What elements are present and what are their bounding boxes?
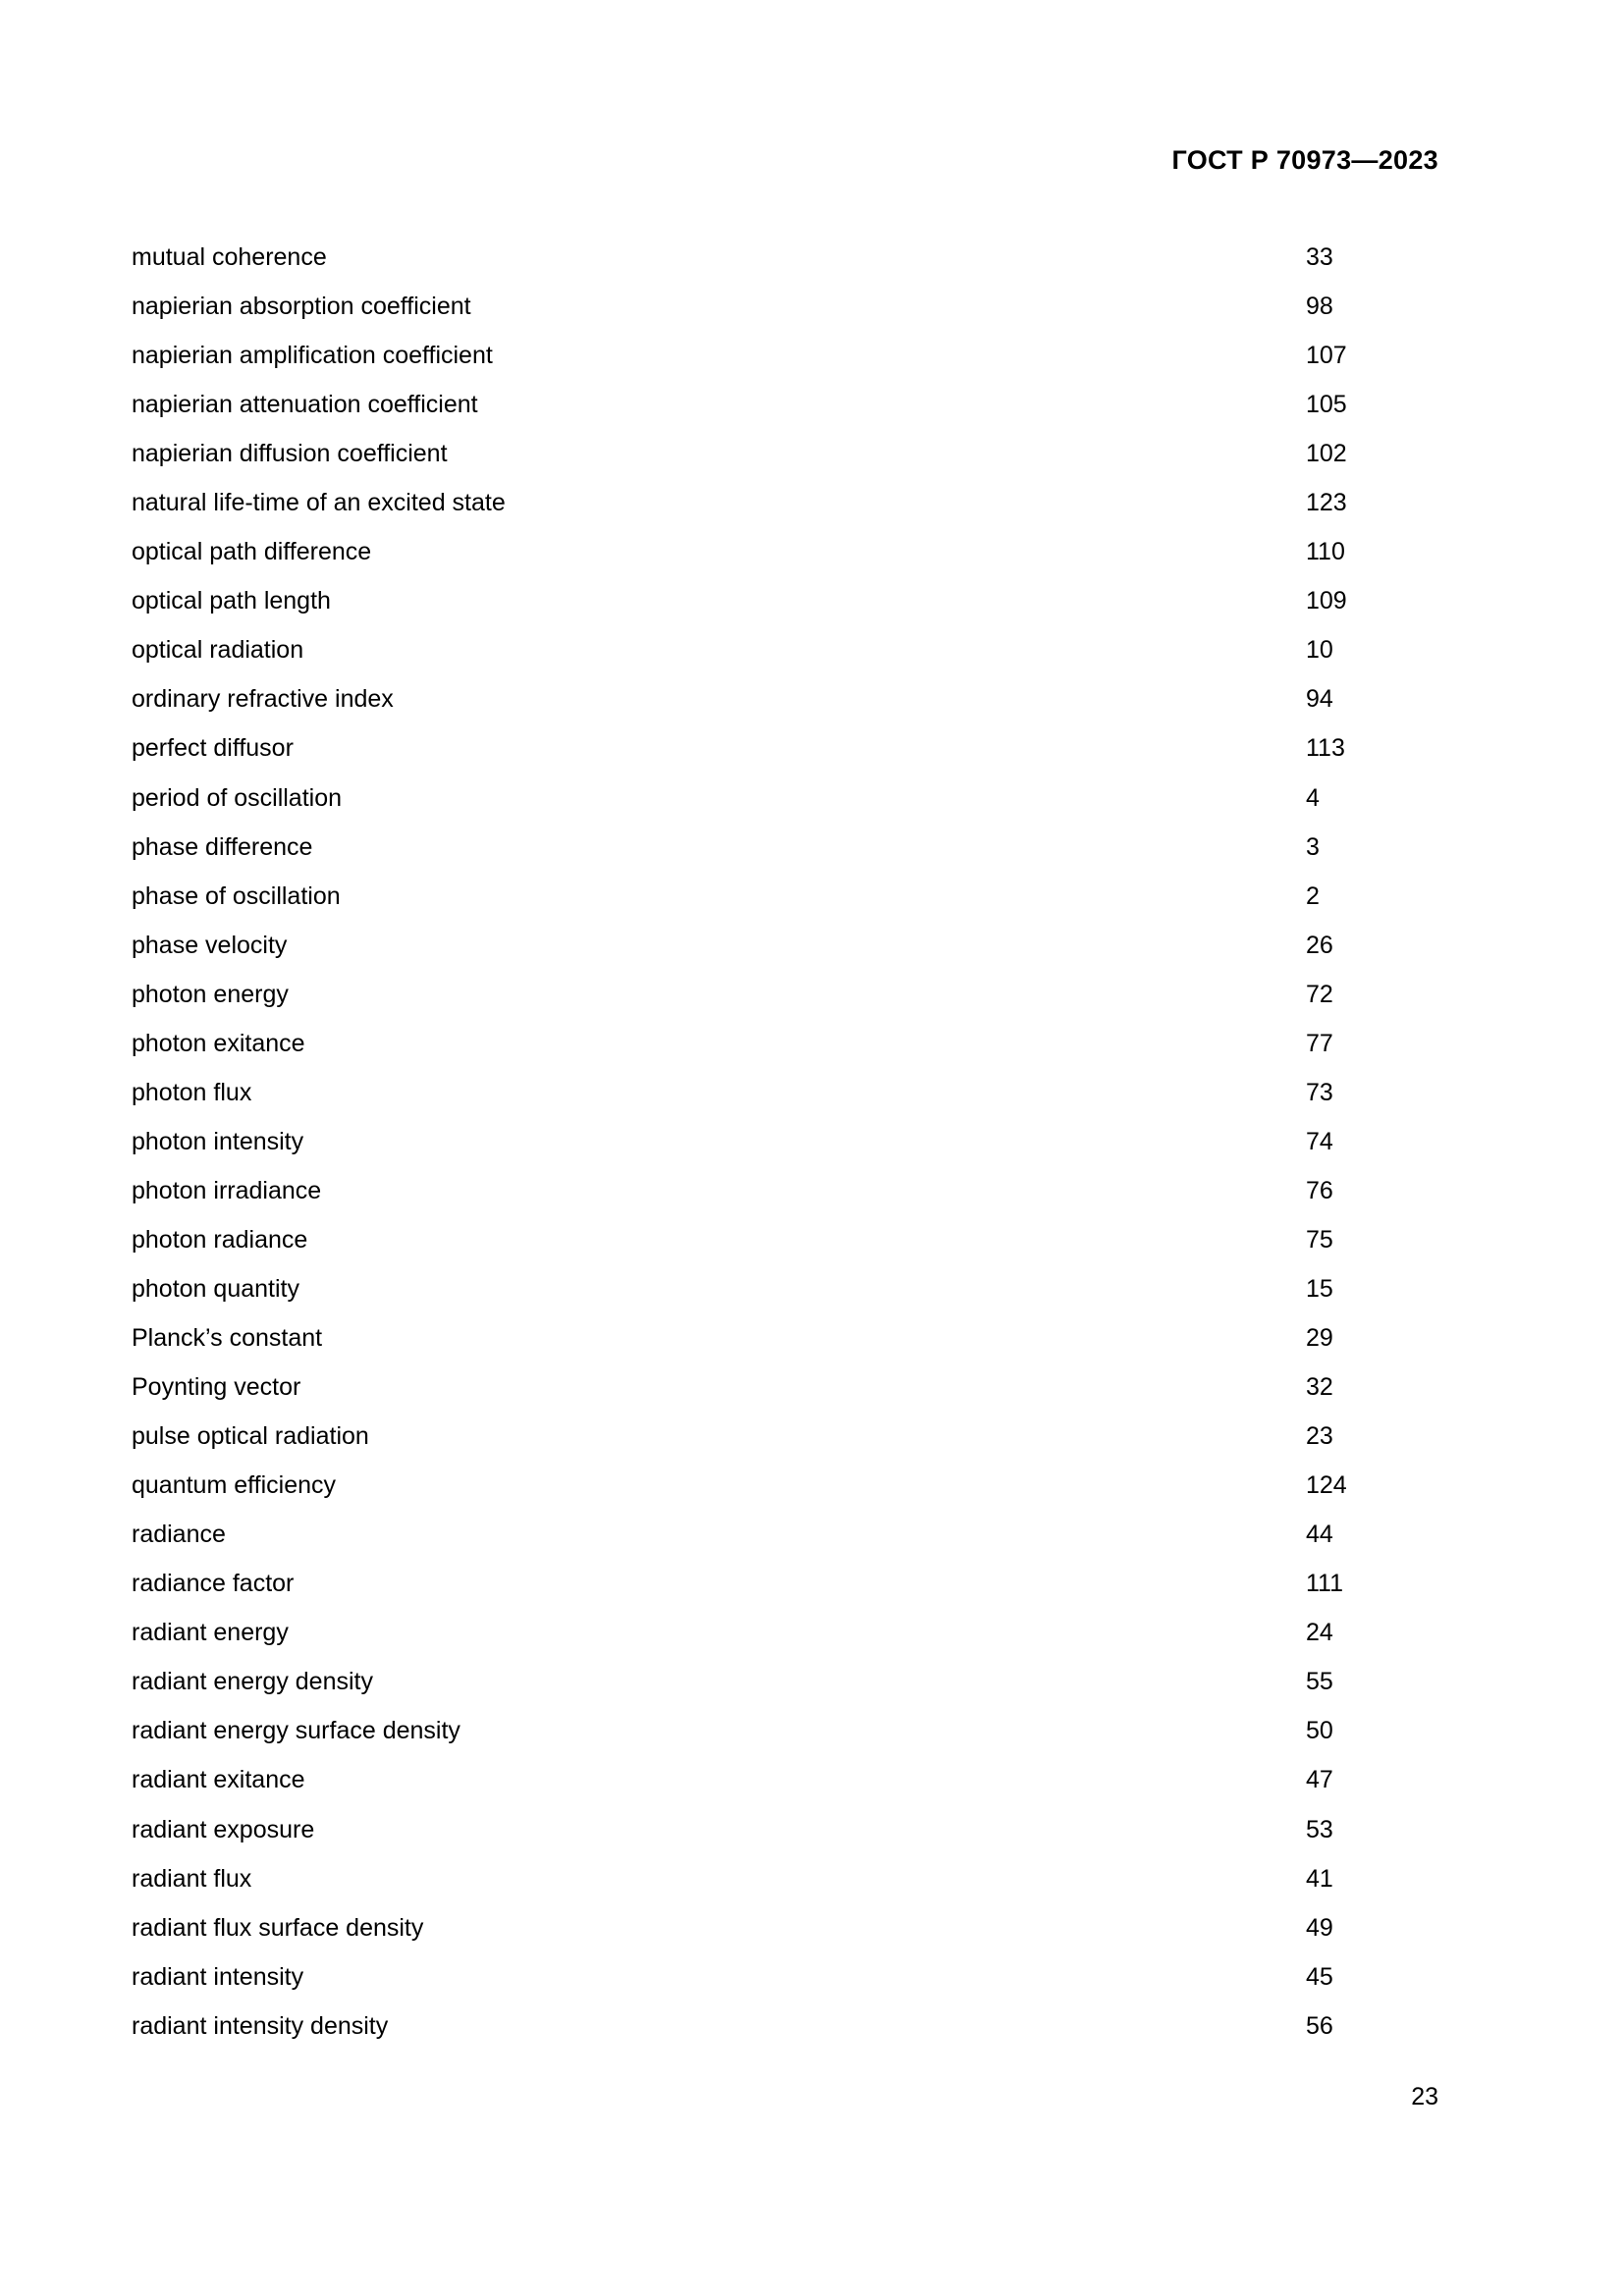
index-entry (132, 1313, 1349, 1362)
index-term: photon quantity (132, 1274, 299, 1303)
index-entry (132, 331, 1349, 380)
index-entry (132, 1903, 1349, 1952)
index-entry (132, 1068, 1349, 1117)
index-term-number: 26 (1306, 931, 1333, 959)
index-term: napierian attenuation coefficient (132, 391, 478, 419)
index-term: mutual coherence (132, 243, 327, 271)
index-term-number: 77 (1306, 1029, 1333, 1057)
index-entry (132, 1264, 1349, 1313)
index-entry (132, 872, 1349, 921)
index-term-number: 44 (1306, 1521, 1333, 1549)
index-term: photon irradiance (132, 1176, 322, 1204)
index-term: optical path length (132, 587, 331, 615)
index-term: photon exitance (132, 1029, 305, 1057)
index-term-number: 123 (1306, 489, 1347, 517)
index-term: radiant flux surface density (132, 1913, 424, 1942)
index-term: radiant exposure (132, 1815, 315, 1843)
index-entry (132, 527, 1349, 576)
index-entry (132, 1805, 1349, 1854)
index-entry (132, 1706, 1349, 1755)
index-term: Planck’s constant (132, 1324, 323, 1353)
index-term-number: 10 (1306, 636, 1333, 665)
index-term: perfect diffusor (132, 734, 294, 763)
index-entry (132, 282, 1349, 331)
index-term: phase velocity (132, 931, 288, 959)
index-term-number: 110 (1306, 538, 1345, 566)
index-entry (132, 674, 1349, 723)
index-term: phase difference (132, 832, 313, 861)
index-entry (132, 2002, 1349, 2051)
index-entry (132, 625, 1349, 674)
index-term-number: 105 (1306, 391, 1347, 419)
index-term: radiant energy surface density (132, 1717, 460, 1745)
index-term-number: 2 (1306, 881, 1320, 910)
index-term-number: 41 (1306, 1864, 1333, 1893)
index-entry (132, 921, 1349, 970)
index-entry (132, 1657, 1349, 1706)
index-term: period of oscillation (132, 783, 343, 812)
index-term: radiant energy (132, 1619, 289, 1647)
index-term-number: 94 (1306, 685, 1333, 714)
index-term-number: 75 (1306, 1225, 1333, 1254)
index-term: radiant energy density (132, 1668, 373, 1696)
index-term-number: 74 (1306, 1127, 1333, 1155)
index-entry (132, 823, 1349, 872)
index-entry (132, 1362, 1349, 1412)
index-term-number: 73 (1306, 1078, 1333, 1106)
index-entry (132, 970, 1349, 1019)
index-term: Poynting vector (132, 1373, 301, 1402)
index-term-number: 33 (1306, 243, 1333, 271)
index-term-number: 50 (1306, 1717, 1333, 1745)
index-entry (132, 1510, 1349, 1559)
index-term: quantum efficiency (132, 1471, 336, 1500)
index-entry (132, 429, 1349, 478)
index-term: natural life-time of an excited state (132, 489, 506, 517)
page-number: 23 (1411, 2083, 1438, 2110)
index-entry (132, 233, 1349, 282)
index-term-number: 23 (1306, 1422, 1333, 1451)
index-term-number: 3 (1306, 832, 1320, 861)
index-entry (132, 576, 1349, 625)
index-entry (132, 723, 1349, 773)
index-term-number: 32 (1306, 1373, 1333, 1402)
index-term-number: 109 (1306, 587, 1347, 615)
index-term: phase of oscillation (132, 881, 341, 910)
index-entry (132, 1608, 1349, 1657)
index-entry (132, 1412, 1349, 1461)
document-code-header: ГОСТ Р 70973—2023 (1171, 145, 1438, 175)
index-term-number: 76 (1306, 1176, 1333, 1204)
index-term-number: 15 (1306, 1274, 1333, 1303)
index-entry (132, 1755, 1349, 1804)
index-term: radiance factor (132, 1570, 295, 1598)
index-term-number: 98 (1306, 293, 1333, 321)
index-term: optical radiation (132, 636, 304, 665)
index-entry (132, 1854, 1349, 1903)
index-term: radiant exitance (132, 1766, 305, 1794)
index-term: photon intensity (132, 1127, 304, 1155)
index-entry (132, 774, 1349, 823)
index-term-number: 113 (1306, 734, 1345, 763)
index-term-number: 53 (1306, 1815, 1333, 1843)
index-term: photon radiance (132, 1225, 308, 1254)
index-term-number: 124 (1306, 1471, 1347, 1500)
index-term-number: 4 (1306, 783, 1320, 812)
index-term-number: 45 (1306, 1962, 1333, 1991)
index-term: napierian absorption coefficient (132, 293, 471, 321)
index-term: radiant intensity (132, 1962, 304, 1991)
index-term-number: 47 (1306, 1766, 1333, 1794)
index-term: ordinary refractive index (132, 685, 394, 714)
index-term-number: 72 (1306, 980, 1333, 1008)
index-entry (132, 1019, 1349, 1068)
index-term: napierian amplification coefficient (132, 342, 493, 370)
index-term: photon flux (132, 1078, 252, 1106)
index-term-number: 49 (1306, 1913, 1333, 1942)
index-entry (132, 1117, 1349, 1166)
index-entry (132, 478, 1349, 527)
index-entry (132, 1559, 1349, 1608)
index-term: radiance (132, 1521, 226, 1549)
index-entry (132, 1952, 1349, 2002)
index-term: photon energy (132, 980, 289, 1008)
index-term-number: 56 (1306, 2011, 1333, 2040)
index-term-number: 102 (1306, 440, 1347, 468)
term-index-list (132, 233, 1349, 2051)
index-term-number: 24 (1306, 1619, 1333, 1647)
index-term-number: 111 (1306, 1570, 1344, 1598)
index-term: pulse optical radiation (132, 1422, 369, 1451)
index-term-number: 29 (1306, 1324, 1333, 1353)
index-entry (132, 1166, 1349, 1215)
index-entry (132, 1215, 1349, 1264)
index-term: napierian diffusion coefficient (132, 440, 448, 468)
index-entry (132, 380, 1349, 429)
index-term: radiant intensity density (132, 2011, 389, 2040)
index-term: radiant flux (132, 1864, 252, 1893)
index-term-number: 55 (1306, 1668, 1333, 1696)
index-term-number: 107 (1306, 342, 1347, 370)
index-term: optical path difference (132, 538, 372, 566)
index-entry (132, 1461, 1349, 1510)
